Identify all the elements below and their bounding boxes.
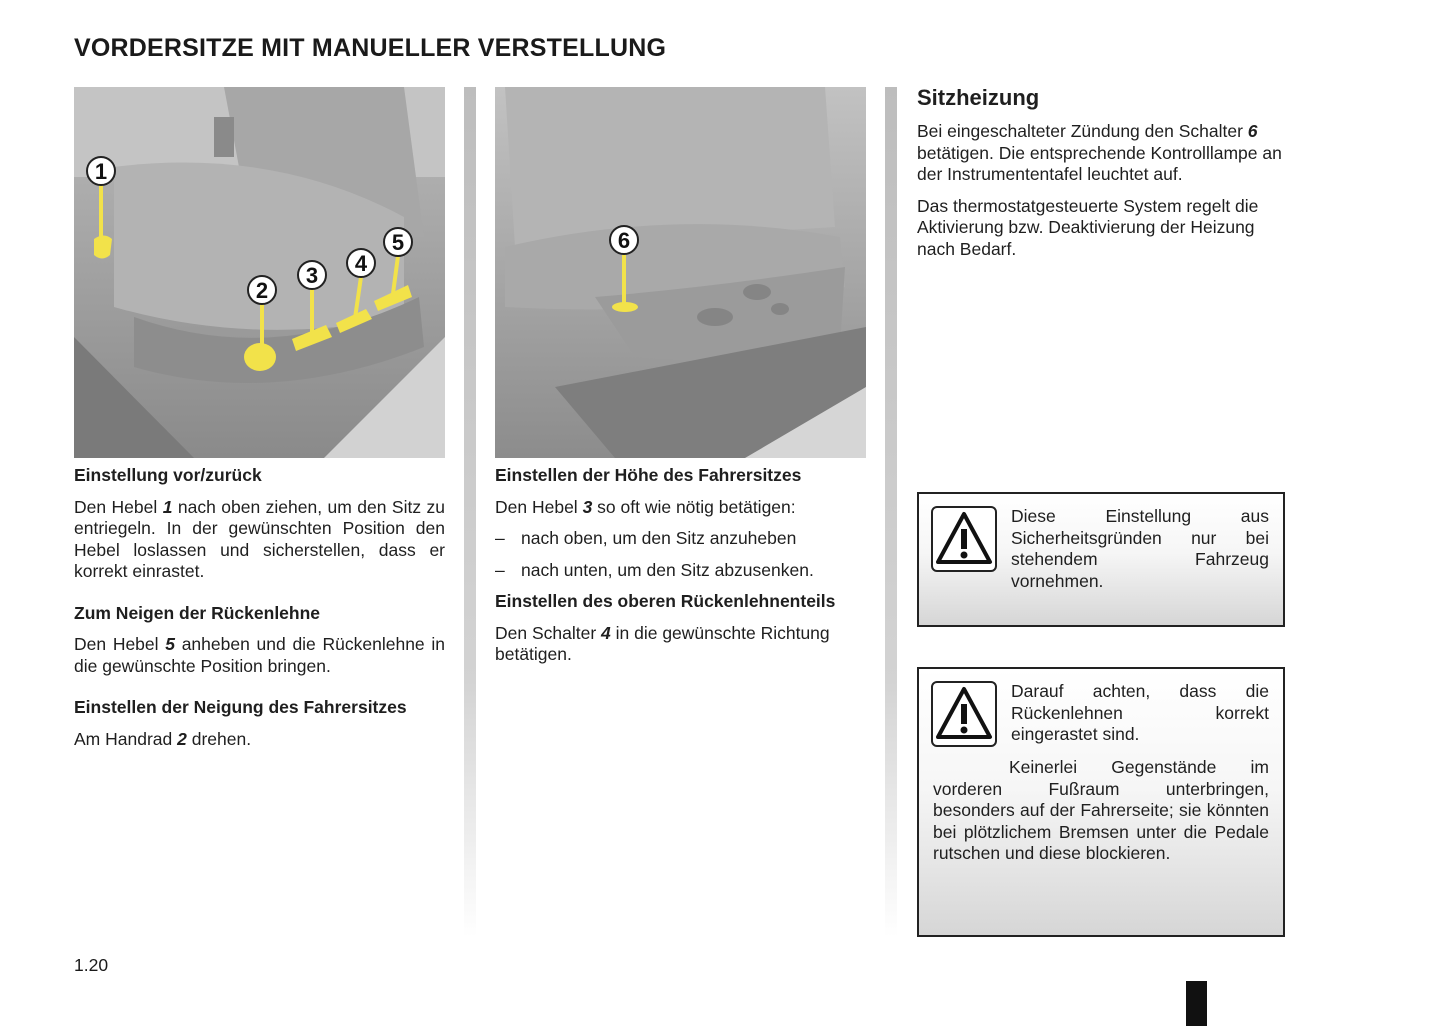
right-column-text bbox=[917, 85, 1288, 270]
callout-3-label: 3 bbox=[305, 263, 319, 288]
page-number: 1.20 bbox=[74, 955, 109, 975]
ref-lever-3: 3 bbox=[582, 496, 593, 517]
middle-column-text bbox=[495, 465, 866, 676]
heading-seat-heating: Sitzheizung bbox=[917, 85, 1040, 110]
warning-2-text-1: Darauf achten, dass die Rückenlehnen korrekt eingerastet sind. bbox=[1011, 681, 1269, 744]
seat-illustration-middle bbox=[495, 87, 866, 458]
callout-2-label: 2 bbox=[255, 278, 269, 303]
page-title: VORDERSITZE MIT MANUELLER VERSTELLUNG bbox=[74, 34, 667, 62]
warning-triangle-icon bbox=[931, 506, 997, 572]
handwheel-2-highlight bbox=[244, 343, 276, 371]
callout-6 bbox=[610, 226, 638, 254]
list-item: – nach unten, um den Sitz abzusenken. bbox=[495, 559, 814, 580]
callout-2 bbox=[248, 276, 276, 304]
paragraph-backrest-tilt: Den Hebel 5 anheben und die Rückenlehne in die gewünschte Position bringen. bbox=[74, 634, 445, 676]
callout-6-label: 6 bbox=[617, 228, 631, 253]
callout-1-label: 1 bbox=[94, 159, 108, 184]
paragraph-seat-heating: Bei eingeschalteter Zündung den Schalter 6 betätigen. Die entsprechende Kontrolllampe an der Instrumententafel leuchtet auf. bbox=[917, 121, 1282, 184]
heading-fore-aft: Einstellung vor/zurück bbox=[74, 465, 262, 485]
ref-switch-6: 6 bbox=[1247, 121, 1258, 141]
paragraph-thermostat: Das thermostatgesteuerte System regelt die Aktivierung bzw. Deaktivierung der Heizung nach Bedarf. bbox=[917, 195, 1259, 259]
column-divider-left bbox=[464, 87, 476, 937]
paragraph-seat-tilt: Am Handrad 2 drehen. bbox=[74, 728, 252, 749]
chapter-tab-marker bbox=[1186, 981, 1207, 1026]
callout-5-label: 5 bbox=[391, 230, 405, 255]
list-item: – nach oben, um den Sitz anzuheben bbox=[495, 528, 797, 548]
callout-5 bbox=[384, 228, 412, 256]
seat-photo-middle bbox=[495, 87, 866, 458]
paragraph-seat-height: Den Hebel 3 so oft wie nötig betätigen: bbox=[495, 496, 796, 517]
callout-1 bbox=[87, 157, 115, 185]
lever-1-highlight bbox=[94, 236, 112, 259]
heading-upper-backrest: Einstellen des oberen Rückenlehnenteils bbox=[495, 591, 836, 611]
column-divider-right bbox=[885, 87, 897, 937]
warning-box-2 bbox=[917, 667, 1285, 937]
callout-4 bbox=[347, 249, 375, 277]
warning-2-text-2: Keinerlei Gegenstände im vorderen Fußraum unterbringen, besonders auf der Fahrerseite; sie könnten bei plötzlichem Bremsen unter die Pedale rutschen und diese blockieren. bbox=[933, 757, 1269, 863]
heading-seat-tilt: Einstellen der Neigung des Fahrersitzes bbox=[74, 697, 407, 717]
ref-lever-5: 5 bbox=[165, 634, 175, 654]
paragraph-fore-aft: Den Hebel 1 nach oben ziehen, um den Sitz zu entriegeln. In der gewünschten Position den Hebel loslassen und sicherstellen, dass er korrekt einrastet. bbox=[74, 496, 445, 581]
ref-switch-4: 4 bbox=[601, 622, 611, 643]
seat-photo-left bbox=[74, 87, 445, 458]
seat-illustration-left bbox=[74, 87, 445, 458]
paragraph-upper-backrest: Den Schalter 4 in die gewünschte Richtung betätigen. bbox=[495, 622, 830, 664]
callout-3 bbox=[298, 261, 326, 289]
heading-backrest-tilt: Zum Neigen der Rückenlehne bbox=[74, 602, 321, 623]
left-column-text bbox=[74, 465, 445, 760]
ref-handwheel-2: 2 bbox=[177, 728, 187, 749]
warning-box-1 bbox=[917, 492, 1285, 627]
heading-seat-height: Einstellen der Höhe des Fahrersitzes bbox=[495, 465, 802, 485]
warning-triangle-icon bbox=[931, 681, 997, 747]
ref-lever-1: 1 bbox=[162, 496, 173, 517]
callout-4-label: 4 bbox=[354, 251, 368, 276]
warning-1-text: Diese Einstellung aus Sicherheitsgründen nur bei stehendem Fahrzeug vornehmen. bbox=[1011, 506, 1269, 591]
